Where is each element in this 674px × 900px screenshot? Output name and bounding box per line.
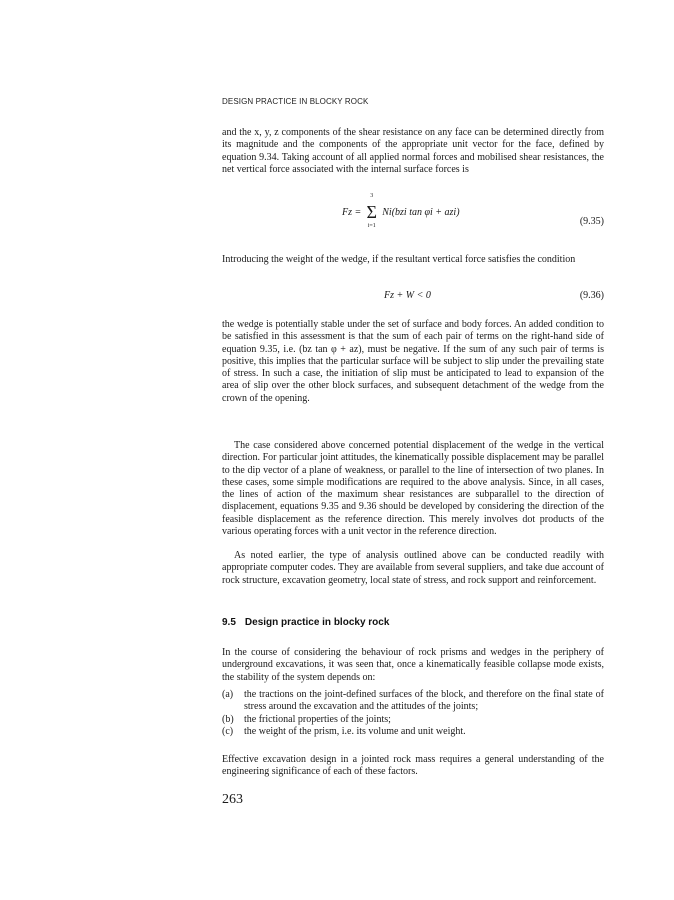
section-title: Design practice in blocky rock xyxy=(244,617,390,628)
equation-number: (9.36) xyxy=(579,290,604,301)
paragraph-stability xyxy=(222,319,604,405)
equation-number: (9.35) xyxy=(579,216,604,227)
paragraph-displacement xyxy=(222,440,604,538)
section-heading xyxy=(222,617,389,628)
list-item-text: the weight of the prism, i.e. its volume and unit weight. xyxy=(244,725,466,737)
list-marker: (b) xyxy=(222,713,234,725)
paragraph-text: In the course of considering the behaviour of rock prisms and wedges in the periphery of underground excavations, it was seen that, once a kinematically feasible collapse mode exists, the stability of the system depends on: xyxy=(222,647,604,683)
list-marker: (c) xyxy=(222,725,234,737)
list-item xyxy=(222,726,604,738)
paragraph-conclusion xyxy=(222,754,604,779)
equation-body: Fz + W < 0 xyxy=(384,290,431,301)
section-number: 9.5 xyxy=(222,617,236,628)
equation-lhs: Fz = xyxy=(342,206,362,218)
list-item xyxy=(222,689,604,714)
paragraph-intro xyxy=(222,127,604,176)
paragraph-text: As noted earlier, the type of analysis outlined above can be conducted readily with appropriate computer codes. They are available from several suppliers, and take due account of rock structure, excavation geometry, local state of stress, and rock support and reinforcement. xyxy=(222,550,604,586)
paragraph-text: Effective excavation design in a jointed rock mass requires a general understanding of the engineering significance of each of these factors. xyxy=(222,754,604,778)
page-number: 263 xyxy=(222,792,243,807)
running-head: DESIGN PRACTICE IN BLOCKY ROCK xyxy=(222,97,369,106)
list-item xyxy=(222,714,604,726)
paragraph-text: and the x, y, z components of the shear resistance on any face can be determined directly from its magnitude and the components of the appropriate unit vector for the face, defined by equation 9.34. Taking account of all applied normal forces and mobilised shear resistances, the net vertical force associated with the internal surface forces is xyxy=(222,127,604,175)
paragraph-section-intro xyxy=(222,647,604,684)
list-item-text: the tractions on the joint-defined surfaces of the block, and therefore on the final state of stress around the excavation and the attitudes of the joints; xyxy=(244,689,604,713)
factor-list xyxy=(222,689,604,738)
paragraph-condition xyxy=(222,254,604,266)
sum-upper-limit: 3 xyxy=(370,193,374,199)
paragraph-computer-codes xyxy=(222,550,604,587)
equation-9-35 xyxy=(222,193,604,242)
sum-lower-limit: i=1 xyxy=(367,223,376,229)
equation-9-36 xyxy=(222,290,604,306)
list-item-text: the frictional properties of the joints; xyxy=(244,713,391,725)
paragraph-text: Introducing the weight of the wedge, if the resultant vertical force satisfies the condition xyxy=(222,254,576,265)
summation-symbol xyxy=(365,193,379,229)
paragraph-text: The case considered above concerned potential displacement of the wedge in the vertical direction. For particular joint attitudes, the kinematically possible displacement may be parallel to the dip vector of a plane of weakness, or parallel to the line of intersection of two planes. In these cases, some simple modifications are required to the above analysis. Since, in all cases, the lines of action of the maximum shear resistances are subparallel to the direction of displacement, equations 9.35 and 9.36 should be developed by considering the direction of the feasible displacement as the reference direction. This merely involves dot products of the various operating forces with a unit vector in the reference direction. xyxy=(222,440,604,538)
list-marker: (a) xyxy=(222,689,234,700)
equation-rhs: Ni(bzi tan φi + azi) xyxy=(382,206,460,218)
sigma-glyph: Σ xyxy=(366,202,377,222)
paragraph-text: the wedge is potentially stable under the set of surface and body forces. An added condition to be satisfied in this assessment is that the sum of each pair of terms on the right-hand side of equation 9.35, i.e. (bz tan φ + az), must be negative. If the sum of any such pair of terms is positive, this implies that the particular surface will be subject to slip under the prevailing state of stress. In such a case, the initiation of slip must be anticipated to lead to expansion of the area of slip over the other block surfaces, and subsequent detachment of the wedge from the crown of the opening. xyxy=(222,319,604,404)
